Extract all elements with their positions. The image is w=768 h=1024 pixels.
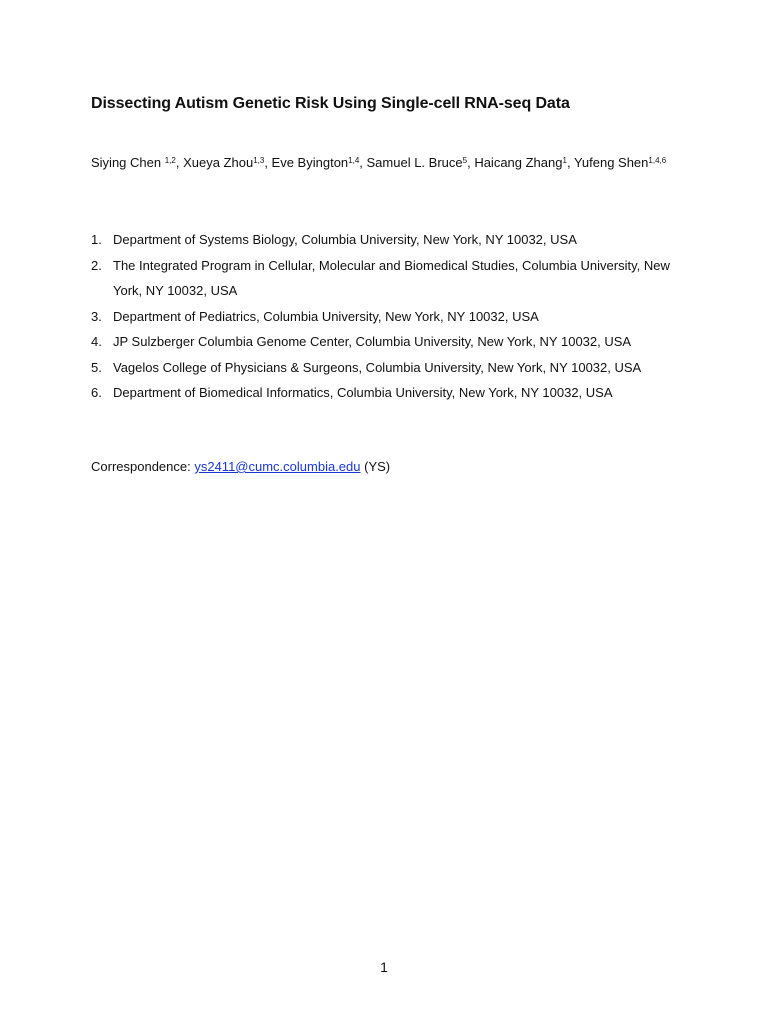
correspondence-label: Correspondence: bbox=[91, 459, 195, 474]
paper-title: Dissecting Autism Genetic Risk Using Single-cell RNA-seq Data bbox=[91, 95, 570, 112]
affiliation-item bbox=[91, 304, 691, 330]
author-name: Samuel L. Bruce bbox=[366, 155, 463, 170]
affiliation-number: 2. bbox=[91, 257, 102, 273]
author-affiliation-marker: 1,4,6 bbox=[648, 156, 667, 165]
affiliation-number: 6. bbox=[91, 385, 102, 400]
author-affiliation-marker: 1,3 bbox=[253, 156, 265, 165]
affiliation-number: 5. bbox=[91, 359, 102, 375]
correspondence-line bbox=[91, 457, 390, 477]
author-name: Xueya Zhou bbox=[183, 155, 254, 170]
correspondence-suffix: (YS) bbox=[360, 459, 391, 474]
author-affiliation-marker: 1 bbox=[562, 156, 567, 165]
author-name: Haicang Zhang bbox=[474, 155, 563, 170]
affiliation-item bbox=[91, 355, 691, 381]
author bbox=[183, 155, 271, 170]
author bbox=[367, 155, 475, 170]
author-separator: , bbox=[175, 155, 184, 170]
affiliation-list bbox=[91, 227, 691, 406]
author bbox=[574, 155, 666, 170]
affiliation-item bbox=[91, 253, 691, 304]
affiliation-item bbox=[91, 227, 691, 253]
correspondence-email-link[interactable]: ys2411@cumc.columbia.edu bbox=[194, 459, 361, 474]
author-name: Yufeng Shen bbox=[573, 155, 649, 170]
author-separator: , bbox=[467, 155, 475, 170]
affiliation-text: Department of Biomedical Informatics, Columbia University, New York, NY 10032, USA bbox=[113, 385, 613, 400]
affiliation-text: JP Sulzberger Columbia Genome Center, Columbia University, New York, NY 10032, USA bbox=[113, 334, 632, 349]
author-name: Eve Byington bbox=[271, 155, 349, 170]
author-affiliation-marker: 1,2 bbox=[164, 156, 176, 165]
author bbox=[91, 155, 183, 170]
page-number: 1 bbox=[380, 959, 388, 975]
affiliation-text: Vagelos College of Physicians & Surgeons, Columbia University, New York, NY 10032, USA bbox=[113, 359, 642, 375]
affiliation-text: Department of Pediatrics, Columbia University, New York, NY 10032, USA bbox=[113, 308, 539, 324]
affiliation-number: 4. bbox=[91, 334, 102, 349]
author-list bbox=[91, 150, 691, 176]
author-name: Siying Chen bbox=[91, 155, 165, 170]
affiliation-number: 1. bbox=[91, 232, 102, 247]
author-separator: , bbox=[359, 155, 367, 170]
affiliation-text: The Integrated Program in Cellular, Molecular and Biomedical Studies, Columbia University, New York, NY 10032, USA bbox=[113, 257, 670, 298]
author-affiliation-marker: 5 bbox=[462, 156, 468, 165]
affiliation-item bbox=[91, 329, 691, 355]
affiliation-item bbox=[91, 380, 691, 406]
author-separator: , bbox=[566, 155, 574, 170]
author-affiliation-marker: 1,4 bbox=[348, 156, 360, 165]
author-separator: , bbox=[264, 155, 272, 170]
affiliation-text: Department of Systems Biology, Columbia University, New York, NY 10032, USA bbox=[113, 232, 577, 247]
author bbox=[474, 155, 574, 170]
affiliation-number: 3. bbox=[91, 308, 102, 324]
author bbox=[272, 155, 367, 170]
